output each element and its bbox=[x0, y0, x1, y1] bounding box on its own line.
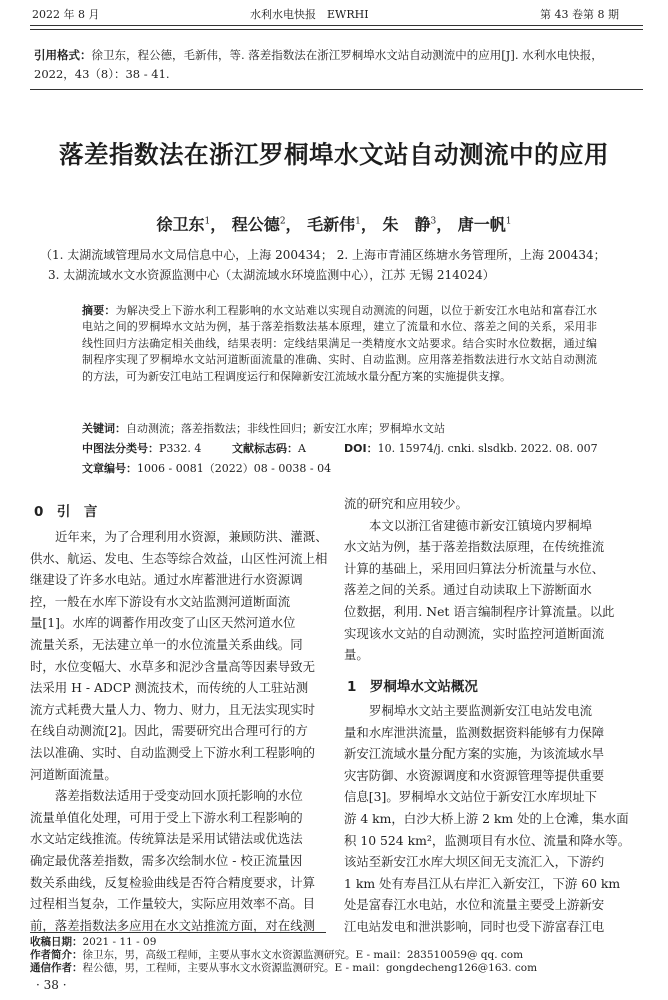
body-text-line: 水文站为例，基于落差指数法原理，在传统推流 bbox=[344, 539, 605, 555]
clc-value: P332. 4 bbox=[159, 442, 202, 455]
affiliation-line: 3. 太湖流域水文水资源监测中心（太湖流域水环境监测中心），江苏 无锡 214024） bbox=[48, 268, 495, 282]
body-text-line: 计算的基础上，采用回归算法分析流量与水位、 bbox=[344, 560, 605, 576]
body-text-line: 游 4 km，白沙大桥上游 2 km 处的上仓滩，集水面 bbox=[344, 810, 629, 826]
body-text-line: 前，落差指数法多应用在水文站推流方面，对在线测 bbox=[30, 917, 315, 933]
body-text-line: 江电站发电和泄洪影响，同时也受下游富春江电 bbox=[344, 918, 605, 934]
body-text-line: 量[1]。水库的调蓄作用改变了山区天然河道水位 bbox=[30, 615, 296, 631]
body-text-line: 1 km 处有寿昌江从右岸汇入新安江，下游 60 km bbox=[344, 875, 621, 891]
header-date: 2022 年 8 月 bbox=[32, 8, 100, 21]
section-heading-intro: 0 引 言 bbox=[34, 504, 98, 520]
body-text-line: 近年来，为了合理利用水资源，兼顾防洪、灌溉、 bbox=[55, 529, 328, 544]
doc-code bbox=[232, 440, 306, 456]
body-text-line: 落差指数法适用于受变动回水顶托影响的水位 bbox=[55, 788, 303, 804]
body-text-line: 积 10 524 km²，监测项目有水位、流量和降水等。 bbox=[344, 832, 631, 848]
right-column-text-b bbox=[344, 700, 640, 938]
body-text-line: 确定最优落差指数，需多次绘制水位 - 校正流量因 bbox=[30, 852, 303, 868]
body-text-line: 处是富春江水电站，水位和流量主要受上游新安 bbox=[344, 897, 605, 913]
body-text-line: 流量关系，无法建立单一的水位流量关系曲线。同 bbox=[30, 636, 303, 652]
abstract-label: 摘要： bbox=[82, 304, 116, 317]
body-text-line: 流方式耗费大量人力、物力、财力，且无法实现实时 bbox=[30, 701, 315, 717]
body-text-line: 河道断面流量。 bbox=[30, 766, 117, 782]
author-sup: 3 bbox=[430, 216, 437, 227]
body-text-line: 过程相当复杂，工作量较大，实际应用效率不高。目 bbox=[30, 896, 315, 912]
citation-text: 徐卫东，程公德，毛新伟，等. 落差指数法在浙江罗桐埠水文站自动测流中的应用[J]. 水利水电快报，2022，43（8）：38 - 41. bbox=[34, 48, 603, 81]
affiliation-line: （1. 太湖流域管理局水文局信息中心，上海 200434； 2. 上海市青浦区练塘水务管理所，上海 200434； bbox=[40, 248, 606, 262]
keywords bbox=[82, 420, 445, 436]
body-text-line: 控，一般在水库下游设有水文站监测河道断面流 bbox=[30, 593, 291, 609]
author-name: 程公德 bbox=[231, 215, 280, 234]
author-name: 朱 静 bbox=[382, 215, 431, 234]
author-sup: 1 bbox=[204, 216, 211, 227]
corresponding-author bbox=[30, 960, 537, 975]
corresponding-text: 程公德，男，工程师，主要从事水文水资源监测研究。E - mail：gongdecheng126@163. com bbox=[82, 962, 538, 974]
body-text-line: 在线自动测流[2]。因此，需要研究出合理可行的方 bbox=[30, 723, 308, 739]
body-text-line: 继建设了许多水电站。通过水库蓄泄进行水资源调 bbox=[30, 572, 303, 588]
body-text-line: 供水、航运、发电、生态等综合效益，山区性河流上相 bbox=[30, 550, 328, 566]
citation bbox=[34, 46, 634, 84]
body-text-line: 罗桐埠水文站主要监测新安江电站发电流 bbox=[369, 703, 593, 718]
body-text-line: 流的研究和应用较少。 bbox=[344, 496, 468, 511]
keywords-text: 自动测流；落差指数法；非线性回归；新安江水库；罗桐埠水文站 bbox=[126, 422, 445, 435]
doc-label: 文献标志码： bbox=[232, 442, 298, 455]
author-bio-text: 徐卫东，男，高级工程师，主要从事水文水资源监测研究。E - mail：283510059@ qq. com bbox=[82, 949, 524, 961]
body-text-line: 灾害防御、水资源调度和水资源管理等提供重要 bbox=[344, 767, 605, 783]
body-text-line: 该站至新安江水库大坝区间无支流汇入，下游约 bbox=[344, 854, 605, 870]
clc-label: 中图法分类号： bbox=[82, 442, 159, 455]
author-sup: 1 bbox=[505, 216, 512, 227]
page-number: · 38 · bbox=[36, 978, 67, 992]
body-text-line: 本文以浙江省建德市新安江镇境内罗桐埠 bbox=[369, 517, 593, 533]
header-volume: 第 43 卷第 8 期 bbox=[540, 8, 619, 21]
abstract-text: 为解决受上下游水利工程影响的水文站难以实现自动测流的问题，以位于新安江水电站和富春江水电站之间的罗桐埠水文站为例，基于落差指数法基本原理，建立了流量和水位、落差之间的关系，采用非线性回归方法确定相关曲线，结果表明：定线结果满足一类精度水文站要求。结合实时水位数据，通过编制程序实现了罗桐埠水文站河道断面流量的准确、实时、自动监测。应用落差指数法进行水文站自动测流的方法，可为新安江电站工程调度运行和保障新安江流域水量分配方案的实施提供支撑。 bbox=[82, 304, 598, 383]
left-column-text bbox=[30, 526, 326, 936]
author-name: 唐一帆 bbox=[457, 215, 506, 234]
header-rule bbox=[30, 25, 643, 26]
body-text-line: 量和水库泄洪流量，监测数据资料能够有力保障 bbox=[344, 724, 605, 740]
author-list: 徐卫东$^1$， 程公德$^2$， 毛新伟$^1$， 朱 静$^3$， 唐一帆$^1$ bbox=[156, 215, 512, 234]
body-text-line: 水文站定线推流。传统算法是采用试错法或优选法 bbox=[30, 831, 303, 847]
corresponding-label: 通信作者： bbox=[30, 962, 83, 974]
paper-title: 落差指数法在浙江罗桐埠水文站自动测流中的应用 bbox=[59, 140, 609, 169]
abstract bbox=[82, 303, 597, 385]
header-journal: 水利水电快报 EWRHI bbox=[250, 8, 369, 21]
body-text-line: 位数据，利用. Net 语言编制程序计算流量。以此 bbox=[344, 603, 615, 619]
author-bio-label: 作者简介： bbox=[30, 949, 83, 961]
doc-value: A bbox=[298, 442, 306, 455]
body-text-line: 法以准确、实时、自动监测受上下游水利工程影响的 bbox=[30, 744, 315, 760]
body-text-line: 实现该水文站的自动测流，实时监控河道断面流 bbox=[344, 625, 605, 641]
body-text-line: 数关系曲线，反复检验曲线是否符合精度要求，计算 bbox=[30, 874, 315, 890]
doi-link[interactable]: 10. 15974/j. cnki. slsdkb. 2022. 08. 007 bbox=[377, 442, 598, 455]
received-label: 收稿日期： bbox=[30, 936, 83, 948]
clc-line bbox=[82, 440, 201, 456]
body-text-line: 流量单值化处理，可用于受上下游水利工程影响的 bbox=[30, 809, 303, 825]
header-rule-2 bbox=[30, 29, 643, 30]
doi-label: DOI： bbox=[344, 442, 378, 455]
body-text-line: 量。 bbox=[344, 647, 369, 663]
body-text-line: 时，水位变幅大、水草多和泥沙含量高等因素导致无 bbox=[30, 658, 315, 674]
body-text-line: 落差之间的关系。通过自动读取上下游断面水 bbox=[344, 582, 592, 598]
body-text-line: 信息[3]。罗桐埠水文站位于新安江水库坝址下 bbox=[344, 789, 597, 805]
author-sup: 2 bbox=[279, 216, 286, 227]
section-heading-overview: 1 罗桐埠水文站概况 bbox=[347, 679, 478, 695]
body-text-line: 新安江流域水量分配方案的实施，为该流域水旱 bbox=[344, 746, 605, 762]
right-column-text-a bbox=[344, 493, 640, 666]
author-sup: 1 bbox=[355, 216, 361, 227]
affiliations bbox=[40, 245, 640, 285]
author-name: 毛新伟 bbox=[307, 215, 356, 234]
author-name: 徐卫东 bbox=[156, 215, 205, 234]
keywords-label: 关键词： bbox=[82, 422, 126, 435]
article-number bbox=[82, 460, 331, 476]
received-value: 2021 - 11 - 09 bbox=[82, 936, 157, 948]
article-label: 文章编号： bbox=[82, 462, 137, 475]
body-text-line: 法采用 H - ADCP 测流技术，而传统的人工驻站测 bbox=[30, 680, 309, 696]
citation-rule bbox=[30, 89, 643, 90]
citation-label: 引用格式： bbox=[34, 48, 92, 62]
doi-line[interactable] bbox=[344, 440, 598, 456]
article-value: 1006 - 0081（2022）08 - 0038 - 04 bbox=[137, 462, 332, 475]
footnote-rule bbox=[30, 932, 326, 933]
